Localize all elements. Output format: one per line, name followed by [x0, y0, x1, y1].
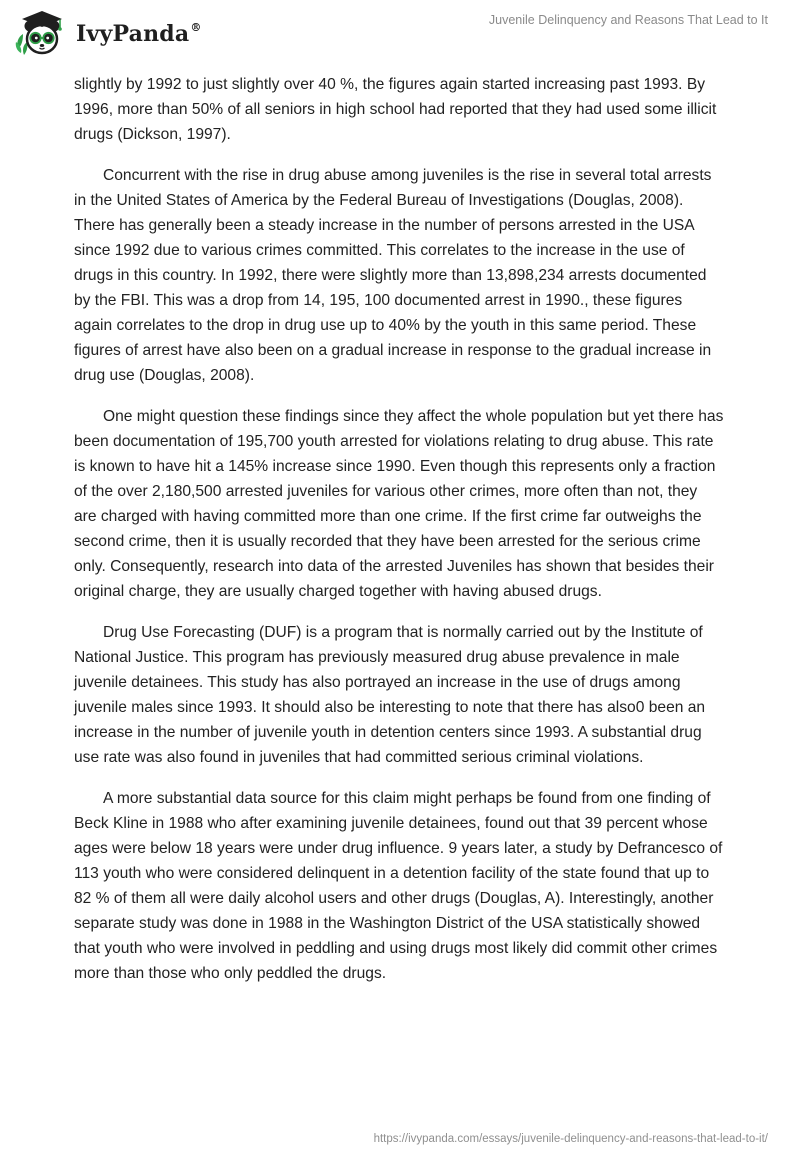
panda-graduation-cap-logo-icon [14, 9, 70, 57]
paragraph: Drug Use Forecasting (DUF) is a program that is normally carried out by the Institute of National Justice. This program has previously measured drug abuse prevalence in male juvenile detainees. This study has also portrayed an increase in the use of drugs among juvenile males since 1993. It should also be interesting to note that there has also0 been an increase in the number of juvenile youth in detention centers since 1993. A substantial drug use rate was also found in juveniles that had committed serious criminal violations. [74, 624, 706, 766]
essay-body [74, 72, 724, 1002]
paragraph: Concurrent with the rise in drug abuse among juveniles is the rise in several total arrests in the United States of America by the Federal Bureau of Investigations (Douglas, 2008). There has generally been a steady increase in the number of persons arrested in the USA since 1992 due to various crimes committed. This correlates to the increase in the use of drugs in this country. In 1992, there were slightly more than 13,898,234 arrests documented by the FBI. This was a drop from 14, 195, 100 documented arrest in 1990., these figures again correlates to the drop in drug use up to 40% by the youth in this same period. These figures of arrest have also been on a gradual increase in response to the gradual increase in drug use (Douglas, 2008). [74, 167, 712, 384]
registered-mark: ® [190, 20, 202, 34]
paragraph: A more substantial data source for this claim might perhaps be found from one finding of Beck Kline in 1988 who after examining juvenile detainees, found out that 39 percent whose ages were below 18 years were under drug influence. 9 years later, a study by Defrancesco of 113 youth who were considered delinquent in a detention facility of the state found that up to 82 % of them all were daily alcohol users and other drugs (Douglas, A). Interestingly, another separate study was done in 1988 in the Washington District of the USA statistically showed that youth who were involved in peddling and using drugs most likely did commit other crimes more than those who only peddled the drugs. [74, 790, 723, 982]
paragraph: One might question these findings since they affect the whole population but yet there has been documentation of 195,700 youth arrested for violations relating to drug abuse. This rate is known to have hit a 145% increase since 1990. Even though this represents only a fraction of the over 2,180,500 arrested juveniles for various other crimes, more often than not, they are charged with having committed more than one crime. If the first crime far outweighs the second crime, then it is usually recorded that they have been arrested for the serious crime only. Consequently, research into data of the arrested Juveniles has shown that besides their original charge, they are usually charged together with having abused drugs. [74, 408, 724, 600]
brand-name: IvyPanda® [76, 20, 202, 47]
document-title: Juvenile Delinquency and Reasons That Lead to It [488, 13, 768, 27]
page-header [0, 0, 800, 64]
ivypanda-logo[interactable] [14, 9, 202, 57]
paragraph: slightly by 1992 to just slightly over 40 %, the figures again started increasing past 1993. By 1996, more than 50% of all seniors in high school had reported that they had used some illicit drugs (Dickson, 1997). [74, 76, 717, 143]
source-url-link[interactable]: https://ivypanda.com/essays/juvenile-delinquency-and-reasons-that-lead-to-it/ [373, 1133, 768, 1145]
